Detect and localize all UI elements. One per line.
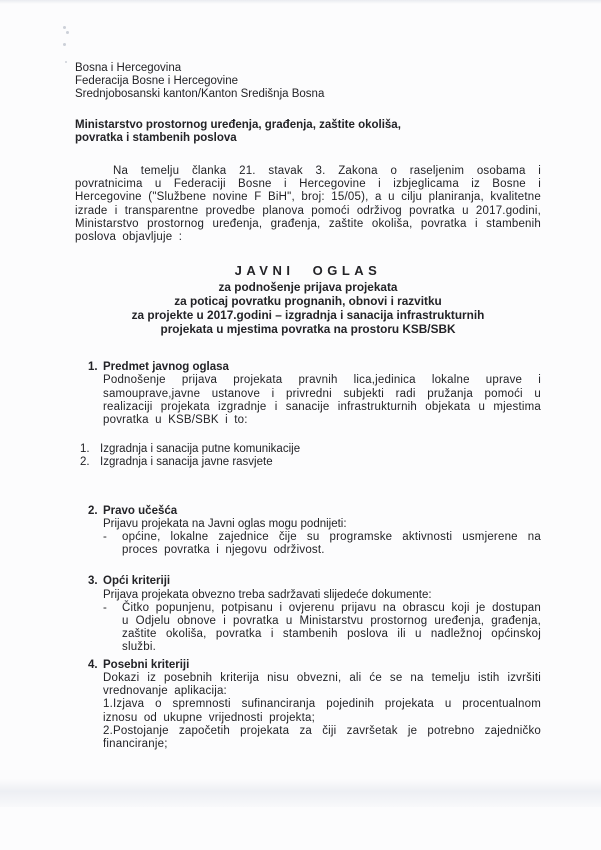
special-criteria-item: 2.Postojanje započetih projekata za čiji završetak je potrebno zajedničko financiranje; [103,724,541,750]
scan-speck [66,31,69,34]
notice-subtitle-line: za poticaj povratku prognanih, obnovi i razvitku [174,294,442,309]
section-title: Opći kriteriji [103,575,171,588]
scan-speck [63,43,66,46]
ministry-title-line: Ministarstvo prostornog uređenja, građenja, zaštite okoliša, [75,118,401,131]
section-lead: Prijava projekata obvezno treba sadržavati slijedeće dokumente: [103,588,432,601]
ministry-title-block [75,119,541,145]
public-notice-title-block [75,264,541,336]
section-number: 2. [88,504,98,517]
section-number: 1. [88,361,98,374]
section-number: 4. [88,658,98,671]
scan-edge-artifact-top [0,0,601,4]
section-posebni-kriteriji [75,659,541,751]
item-text: Izgradnja i sanacija javne rasvjete [100,456,273,469]
list-item [80,443,541,456]
list-item [80,456,541,469]
header-line-country: Bosna i Hercegovina [75,62,182,74]
bullet-text: općine, lokalne zajednice čije su programske aktivnosti usmjerene na proces povratka i njegovu održivost. [122,531,541,557]
section-title: Predmet javnog oglasa [103,361,229,374]
item-number: 1. [80,443,90,456]
special-criteria-item: 1.Izjava o spremnosti sufinanciranja pojedinih projekata u procentualnom iznosu od ukupne vrijednosti projekta; [103,698,541,724]
section-number: 3. [88,575,98,588]
section-lead: Prijavu projekata na Javni oglas mogu podnijeti: [103,517,347,530]
section-body: Dokazi iz posebnih kriterija nisu obvezni, ali će se na temelju istih izvršiti vrednovanje aplikacija: [103,671,541,698]
header-line-federation: Federacija Bosne i Hercegovine [75,75,239,88]
intro-paragraph: Na temelju članka 21. stavak 3. Zakona o raseljenim osobama i povratnicima u Federaciji Bosne i Hercegovine i izbjeglicama iz Bosne i Hercegovine ("Službene novine F BiH", broj: 15/05), a u cilju planiranja, kvalitetne izrade i transparentne provedbe planova pomoći održivog povratka u 2017.godini, Ministarstvo prostornog uređenja, građenja, zaštite okoliša, povratka i stambenih poslova objavljuje : [75,165,541,244]
header-line-canton: Srednjobosanski kanton/Kanton Središnja Bosna [75,88,325,101]
notice-subtitle-line: projekata u mjestima povratka na prostoru KSB/SBK [160,322,456,337]
notice-title: JAVNI OGLAS [234,263,382,279]
dash-marker: - [103,531,107,544]
section-opci-kriteriji [75,575,541,654]
project-type-list [80,443,541,469]
document-content [75,62,541,751]
scan-speck [65,61,67,63]
section-title: Pravo učešća [103,504,178,517]
section-heading [88,361,541,374]
dash-marker: - [103,601,107,614]
bullet-text: Čitko popunjenu, potpisanu i ovjerenu prijavu na obrascu koji je dostupan u Odjelu obnove i povratka u Ministarstvu prostornog uređenja, građenja, zaštite okoliša, povratka i stambenih poslova ili u nadležnoj općinskoj službi. [122,601,541,654]
header-address-block [75,62,541,102]
section-heading [88,659,541,672]
notice-subtitle-line: za podnošenje prijava projekata [218,280,398,295]
section-body: Podnošenje prijava projekata pravnih lica,jedinica lokalne uprave i samouprave,javne ustanove i privredni subjekti radi pružanja pomoći u realizaciji projekata izgradnje i sanacije infrastrukturnih objekata u mjestima povratka u KSB/SBK i to: [103,374,541,427]
notice-subtitle-line: za projekte u 2017.godini – izgradnja i sanacija infrastrukturnih [131,308,485,323]
scan-speck [63,26,66,29]
section-heading [88,575,541,588]
sections-container [75,361,541,751]
item-number: 2. [80,456,90,469]
bullet-item [103,531,541,557]
bullet-item [103,602,541,655]
section-title: Posebni kriteriji [103,658,190,671]
section-heading [88,505,541,518]
section-pravo-ucesca [75,505,541,558]
section-predmet [75,361,541,469]
scan-noise-band-bottom [0,779,601,807]
ministry-title-line: povratka i stambenih poslova [75,131,237,144]
item-text: Izgradnja i sanacija putne komunikacije [100,443,301,456]
